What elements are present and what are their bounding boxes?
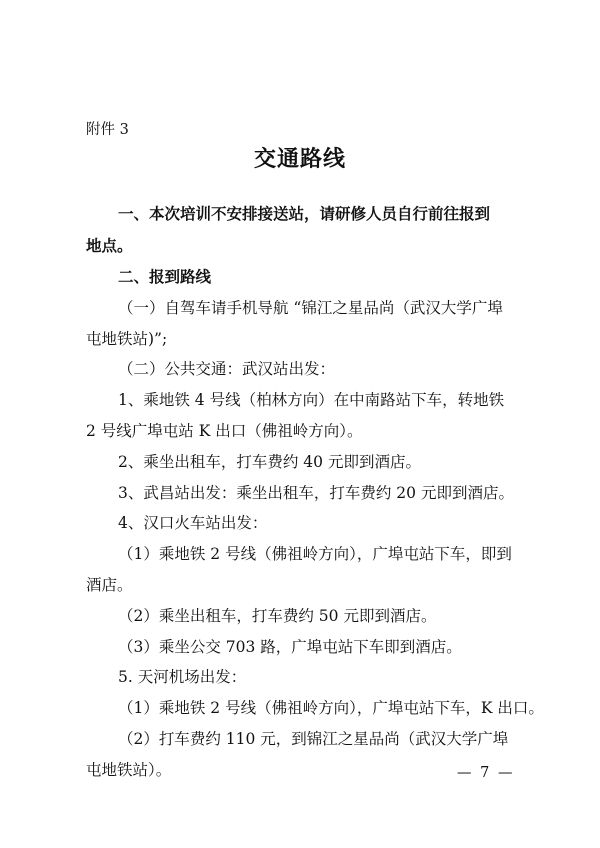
paragraph-line-13: 酒店。	[86, 576, 133, 594]
paragraph-line-5: 屯地铁站)”;	[86, 330, 168, 348]
page-number: — 7 —	[457, 765, 515, 781]
paragraph-line-17: （1）乘地铁 2 号线（佛祖岭方向），广埠屯站下车，K 出口。	[118, 699, 544, 717]
paragraph-line-9: 2、乘坐出租车，打车费约 40 元即到酒店。	[118, 453, 421, 471]
paragraph-line-1: 一、本次培训不安排接送站，请研修人员自行前往报到	[118, 204, 491, 223]
attachment-label: 附件 3	[86, 122, 129, 138]
paragraph-line-10: 3、武昌站出发：乘坐出租车，打车费约 20 元即到酒店。	[118, 484, 514, 502]
paragraph-line-16: 5. 天河机场出发：	[118, 668, 247, 686]
paragraph-line-18: （2）打车费约 110 元，到锦江之星品尚（武汉大学广埠	[118, 730, 509, 748]
paragraph-line-6: （二）公共交通：武汉站出发：	[118, 360, 336, 378]
paragraph-line-15: （3）乘坐公交 703 路，广埠屯站下车即到酒店。	[118, 638, 462, 656]
paragraph-line-4: （一）自驾车请手机导航 “锦江之星品尚（武汉大学广埠	[118, 299, 503, 317]
paragraph-line-12: （1）乘地铁 2 号线（佛祖岭方向），广埠屯站下车，即到	[118, 545, 512, 563]
page-title: 交通路线	[253, 146, 346, 172]
paragraph-line-2: 地点。	[86, 236, 133, 255]
section-heading-routes: 二、报到路线	[118, 267, 212, 286]
paragraph-line-8: 2 号线广埠屯站 K 出口（佛祖岭方向）。	[86, 422, 363, 440]
paragraph-line-19: 屯地铁站）。	[86, 761, 172, 779]
paragraph-line-7: 1、乘地铁 4 号线（柏林方向）在中南路站下车，转地铁	[118, 391, 505, 409]
paragraph-line-11: 4、汉口火车站出发：	[118, 514, 268, 532]
paragraph-line-14: （2）乘坐出租车，打车费约 50 元即到酒店。	[118, 607, 437, 625]
